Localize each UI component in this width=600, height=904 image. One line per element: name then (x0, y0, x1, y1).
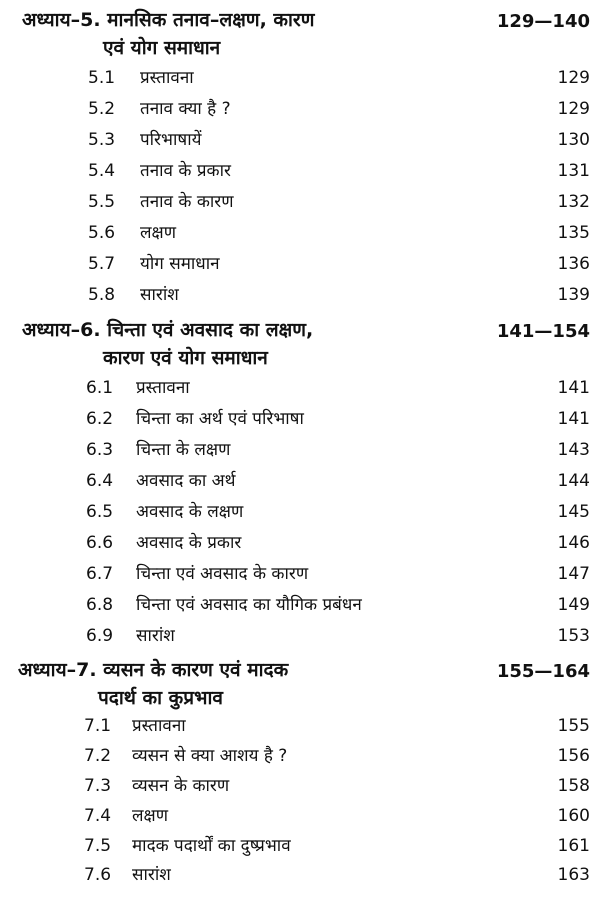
toc-entry (0, 741, 600, 771)
toc-entry (0, 466, 600, 496)
chapter-title-continued: पदार्थ का कुप्रभाव (98, 687, 223, 709)
section-number: 5.8 (88, 285, 116, 305)
section-title: अवसाद के प्रकार (136, 533, 242, 553)
chapter-page-range: 141—154 (496, 321, 590, 342)
chapter-title: अध्याय–6. चिन्ता एवं अवसाद का लक्षण, (22, 319, 314, 341)
section-page: 135 (557, 223, 590, 243)
section-number: 6.8 (86, 595, 114, 615)
section-number: 5.5 (88, 192, 116, 212)
chapter-title-continued: एवं योग समाधान (103, 37, 221, 59)
toc-entry (0, 156, 600, 186)
section-number: 7.5 (84, 836, 112, 856)
section-title: चिन्ता एवं अवसाद के कारण (136, 564, 309, 584)
section-title: लक्षण (132, 806, 169, 826)
section-number: 5.7 (88, 254, 116, 274)
section-number: 6.4 (86, 471, 114, 491)
section-title: मादक पदार्थों का दुष्प्रभाव (132, 836, 291, 856)
toc-entry (0, 373, 600, 403)
section-number: 6.1 (86, 378, 114, 398)
section-page: 155 (557, 716, 590, 736)
section-page: 145 (557, 502, 590, 522)
section-page: 146 (557, 533, 590, 553)
section-page: 131 (557, 161, 590, 181)
section-number: 7.3 (84, 776, 112, 796)
section-page: 132 (557, 192, 590, 212)
section-title: चिन्ता का अर्थ एवं परिभाषा (136, 409, 304, 429)
section-number: 7.2 (84, 746, 112, 766)
section-title: सारांश (136, 626, 175, 646)
toc-entry (0, 771, 600, 801)
section-number: 5.6 (88, 223, 116, 243)
chapter-page-range: 155—164 (496, 661, 590, 682)
section-page: 144 (557, 471, 590, 491)
section-number: 7.6 (84, 865, 112, 885)
section-page: 141 (557, 409, 590, 429)
section-number: 6.3 (86, 440, 114, 460)
section-title: चिन्ता के लक्षण (136, 440, 231, 460)
toc-entry (0, 249, 600, 279)
toc-entry (0, 831, 600, 861)
section-number: 5.4 (88, 161, 116, 181)
chapter-title: अध्याय–7. व्यसन के कारण एवं मादक (18, 659, 289, 681)
section-page: 129 (557, 68, 590, 88)
toc-entry (0, 94, 600, 124)
section-title: प्रस्तावना (140, 68, 194, 88)
toc-entry (0, 187, 600, 217)
toc-entry (0, 621, 600, 651)
toc-entry (0, 435, 600, 465)
section-page: 160 (557, 806, 590, 826)
section-number: 6.7 (86, 564, 114, 584)
section-title: प्रस्तावना (136, 378, 190, 398)
section-page: 161 (557, 836, 590, 856)
chapter-page-range: 129—140 (496, 11, 590, 32)
section-page: 156 (557, 746, 590, 766)
section-title: अवसाद का अर्थ (136, 471, 236, 491)
section-page: 141 (557, 378, 590, 398)
section-title: प्रस्तावना (132, 716, 186, 736)
toc-entry (0, 711, 600, 741)
toc-entry (0, 218, 600, 248)
section-page: 139 (557, 285, 590, 305)
section-page: 147 (557, 564, 590, 584)
section-page: 163 (557, 865, 590, 885)
toc-entry (0, 497, 600, 527)
toc-entry (0, 590, 600, 620)
section-page: 149 (557, 595, 590, 615)
toc-entry (0, 63, 600, 93)
section-number: 7.1 (84, 716, 112, 736)
toc-entry (0, 125, 600, 155)
section-page: 143 (557, 440, 590, 460)
section-number: 5.2 (88, 99, 116, 119)
section-title: व्यसन से क्या आशय है ? (132, 746, 288, 766)
toc-entry (0, 860, 600, 890)
toc-entry (0, 559, 600, 589)
section-title: सारांश (132, 865, 171, 885)
section-title: तनाव के कारण (140, 192, 234, 212)
section-number: 6.6 (86, 533, 114, 553)
chapter-title-continued: कारण एवं योग समाधान (103, 347, 268, 369)
toc-entry (0, 280, 600, 310)
section-number: 6.2 (86, 409, 114, 429)
section-number: 7.4 (84, 806, 112, 826)
section-title: योग समाधान (140, 254, 220, 274)
section-page: 130 (557, 130, 590, 150)
section-title: अवसाद के लक्षण (136, 502, 244, 522)
section-title: परिभाषायें (140, 130, 202, 150)
section-title: तनाव क्या है ? (140, 99, 231, 119)
section-title: तनाव के प्रकार (140, 161, 231, 181)
section-page: 136 (557, 254, 590, 274)
chapter-title: अध्याय–5. मानसिक तनाव–लक्षण, कारण (22, 9, 315, 31)
section-number: 5.3 (88, 130, 116, 150)
section-page: 129 (557, 99, 590, 119)
section-title: चिन्ता एवं अवसाद का यौगिक प्रबंधन (136, 595, 362, 615)
toc-entry (0, 801, 600, 831)
section-page: 153 (557, 626, 590, 646)
section-title: व्यसन के कारण (132, 776, 230, 796)
section-number: 6.5 (86, 502, 114, 522)
section-title: सारांश (140, 285, 179, 305)
section-page: 158 (557, 776, 590, 796)
toc-entry (0, 404, 600, 434)
section-number: 6.9 (86, 626, 114, 646)
section-title: लक्षण (140, 223, 177, 243)
section-number: 5.1 (88, 68, 116, 88)
toc-entry (0, 528, 600, 558)
